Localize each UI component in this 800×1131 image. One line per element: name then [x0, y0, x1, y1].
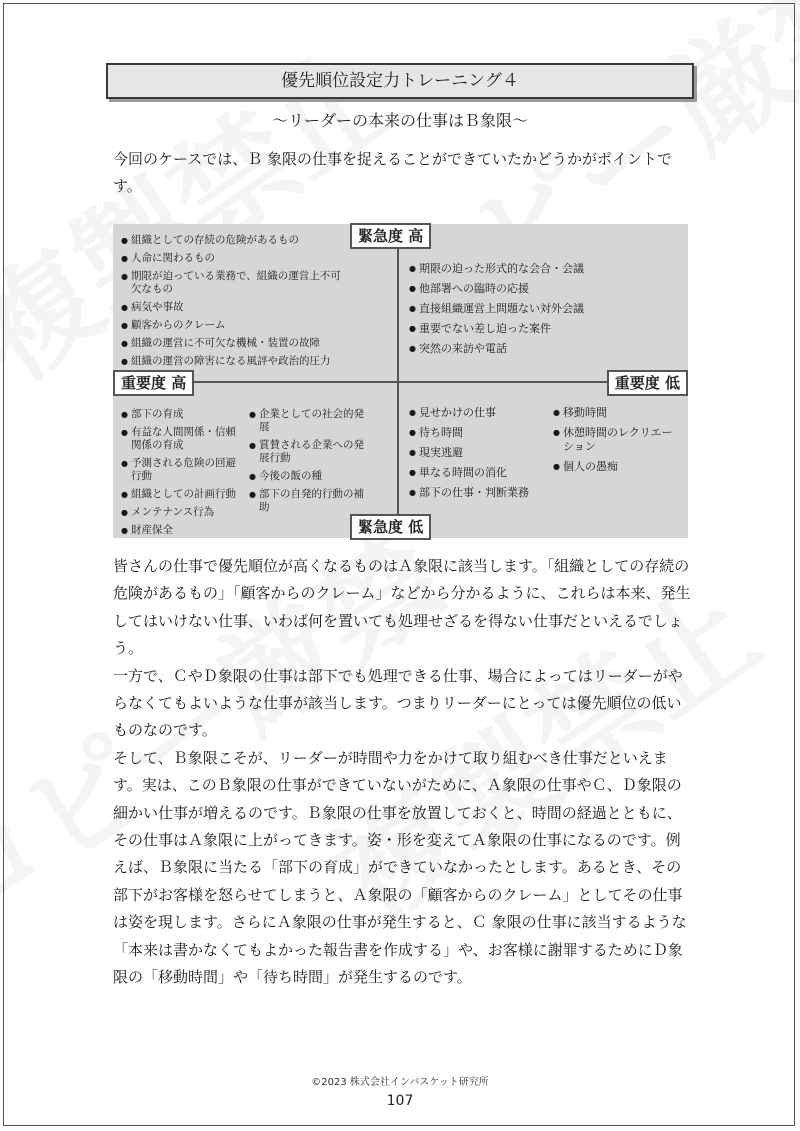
quadrant-d-list-2 — [553, 406, 681, 480]
list-item: ● 重要でない差し迫った案件 — [409, 322, 679, 336]
intro-paragraph: 今回のケースでは、Ｂ 象限の仕事を捉えることができていたかどうかがポイントです。 — [113, 150, 673, 195]
list-item: ● 組織の運営の障害になる風評や政治的圧力 — [121, 355, 351, 368]
quadrant-c-list — [409, 262, 679, 362]
list-item: ● 期限の迫った形式的な会合・会議 — [409, 262, 679, 276]
quadrant-b-list-1 — [121, 408, 239, 542]
list-item: ● 部下の自発的行動の補助 — [249, 488, 369, 514]
quadrant-a-list — [121, 234, 351, 373]
list-item: ● 予測される危険の回避行動 — [121, 457, 239, 483]
list-item: ● 期限が迫っている業務で、組織の運営上不可欠なもの — [121, 270, 346, 296]
list-item: ● 今後の飯の種 — [249, 470, 369, 483]
priority-matrix — [113, 224, 688, 538]
list-item: ● 個人の愚痴 — [553, 460, 681, 474]
body-paragraph: そして、Ｂ象限こそが、リーダーが時間や力をかけて取り組むべき仕事だといえます。実は、このＢ象限の仕事ができていないがために、Ａ象限の仕事やＣ、Ｄ象限の細かい仕事が増えるのです。Ｂ象限の仕事を放置しておくと、時間の経過とともに、その仕事はＡ象限に上がってきます。姿・形を変えてＡ象限の仕事になるのです。例えば、Ｂ象限に当たる「部下の育成」ができていなかったとします。あるとき、その部下がお客様を怒らせてしまうと、Ａ象限の「顧客からのクレーム」としてその仕事は姿を現します。さらにＡ象限の仕事が発生すると、Ｃ 象限の仕事に該当するような「本来は書かなくてもよかった報告書を作成する」や、お客様に謝罪するためにＤ象限の「移動時間」や「待ち時間」が発生するのです。 — [113, 748, 687, 987]
page-number: 107 — [386, 1093, 414, 1109]
list-item: ● 単なる時間の消化 — [409, 466, 549, 480]
list-item: ● 組織としての存続の危険があるもの — [121, 234, 351, 247]
importance-high-label: 重要度 高 — [113, 370, 194, 396]
list-item: ● 他部署への臨時の応援 — [409, 282, 679, 296]
list-item: ● 人命に関わるもの — [121, 252, 351, 265]
urgency-low-label: 緊急度 低 — [350, 514, 431, 540]
list-item: ● メンテナンス行為 — [121, 506, 239, 519]
page-title: 優先順位設定力トレーニング４ — [106, 63, 694, 99]
list-item: ● 財産保全 — [121, 524, 239, 537]
list-item: ● 待ち時間 — [409, 426, 549, 440]
list-item: ● 部下の仕事・判断業務 — [409, 486, 549, 500]
body-text — [113, 553, 695, 992]
body-paragraph: 一方で、ＣやＤ象限の仕事は部下でも処理できる仕事、場合によってはリーダーがやらなくてもよいような仕事が該当します。つまりリーダーにとっては優先順位の低いものなのです。 — [113, 666, 683, 740]
importance-axis — [125, 381, 676, 383]
list-item: ● 組織の運営に不可欠な機械・装置の故障 — [121, 337, 351, 350]
list-item: ● 部下の育成 — [121, 408, 239, 421]
list-item: ● 組織としての計画行動 — [121, 488, 239, 501]
page-subtitle: ～リーダーの本来の仕事はＢ象限～ — [271, 111, 528, 130]
list-item: ● 移動時間 — [553, 406, 681, 420]
list-item: ● 病気や事故 — [121, 301, 351, 314]
list-item: ● 企業としての社会的発展 — [249, 408, 369, 434]
list-item: ● 休憩時間のレクリエーション — [553, 426, 681, 454]
body-paragraph: 皆さんの仕事で優先順位が高くなるものはＡ象限に該当します。「組織としての存続の危険があるもの」「顧客からのクレーム」などから分かるように、これらは本来、発生してはいけない仕事、いわば何を置いても処理せざるを得ない仕事だといえるでしょう。 — [113, 557, 691, 658]
urgency-high-label: 緊急度 高 — [350, 223, 431, 249]
quadrant-b-list-2 — [249, 408, 369, 519]
list-item: ● 見せかけの仕事 — [409, 406, 549, 420]
list-item: ● 顧客からのクレーム — [121, 319, 351, 332]
quadrant-d-list-1 — [409, 406, 549, 506]
copyright-footer: ©2023 株式会社インバスケット研究所 — [311, 1077, 489, 1088]
list-item: ● 直接組織運営上問題ない対外会議 — [409, 302, 679, 316]
list-item: ● 有益な人間関係・信頼関係の育成 — [121, 426, 239, 452]
importance-low-label: 重要度 低 — [607, 370, 688, 396]
list-item: ● 突然の来訪や電話 — [409, 342, 679, 356]
list-item: ● 現実逃避 — [409, 446, 549, 460]
list-item: ● 賞賛される企業への発展行動 — [249, 439, 369, 465]
